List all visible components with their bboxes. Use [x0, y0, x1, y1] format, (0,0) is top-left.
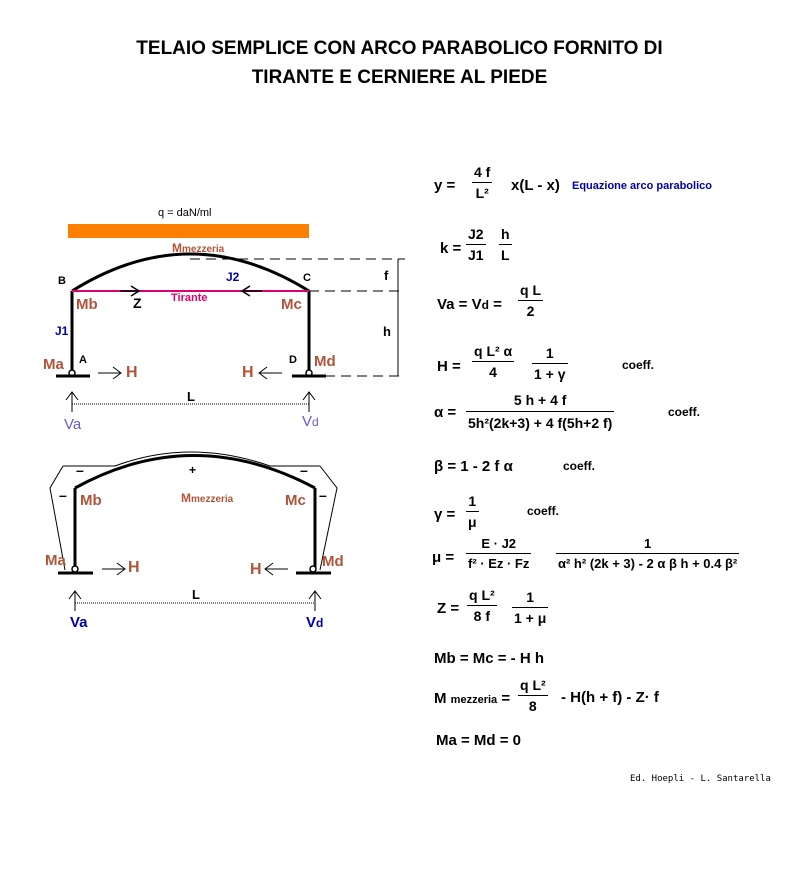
formula-Z-fraction-2: 1 1 + μ [514, 589, 547, 626]
formula-y-tail: x(L - x) [511, 177, 560, 194]
formula-alpha-lhs: α = [434, 404, 457, 421]
formula-H-fraction-1: q L² α 4 [474, 343, 513, 380]
formula-alpha-fraction: 5 h + 4 f 5h²(2k+3) + 4 f(5h+2 f) [468, 392, 613, 431]
formula-V-fraction: q L 2 [520, 282, 541, 319]
L-label: L [187, 389, 195, 404]
Md-label-2: Md [322, 553, 344, 570]
credit-text: Ed. Hoepli - L. Santarella [630, 774, 771, 784]
Vd-label: Vd [302, 413, 319, 430]
node-C-label: C [303, 272, 311, 284]
minus-sign-right-top: – [300, 462, 308, 478]
J2-label: J2 [226, 270, 240, 284]
J1-label: J1 [55, 324, 69, 338]
Mb-label: Mb [76, 296, 98, 313]
formula-Z-lhs: Z = [437, 600, 460, 617]
coeff-label-alpha: coeff. [668, 405, 701, 419]
formula-y-lhs: y = [434, 177, 456, 194]
formula-gamma-fraction: 1 μ [468, 493, 477, 530]
distributed-load-bar [68, 224, 309, 238]
H-right-label: H [242, 364, 254, 381]
node-A-label: A [79, 354, 87, 366]
parabolic-arch [72, 254, 309, 291]
coeff-label-beta: coeff. [563, 459, 596, 473]
Va-label-2: Va [70, 614, 88, 631]
Z-label: Z [133, 295, 142, 311]
H-left-label: H [126, 364, 138, 381]
load-label: q = daN/ml [158, 207, 212, 219]
formula-mu-fraction-2: 1 α² h² (2k + 3) - 2 α β h + 0.4 β² [558, 536, 738, 571]
title-line-2: TIRANTE E CERNIERE AL PIEDE [251, 67, 548, 88]
formula-k-lhs: k = [440, 240, 462, 257]
formula-k-fraction-1: J2 J1 [468, 226, 484, 263]
title-line-1: TELAIO SEMPLICE CON ARCO PARABOLICO FORNITO DI [136, 38, 663, 59]
formula-V-lhs: Va = Vd = [437, 296, 502, 313]
minus-sign-left-top: – [76, 462, 84, 478]
formula-y-fraction: 4 f L² [474, 164, 491, 201]
formula-k-fraction-2: h L [501, 226, 510, 263]
coeff-label-H: coeff. [622, 358, 655, 372]
formula-beta: β = 1 - 2 f α [434, 458, 513, 475]
formula-y-note: Equazione arco parabolico [572, 180, 712, 192]
formula-Mm-tail: - H(h + f) - Z· f [561, 689, 659, 706]
mid-moment-label-2: Mmezzeria [181, 491, 234, 505]
H-right-label-2: H [250, 561, 262, 578]
f-label: f [384, 268, 389, 283]
mid-moment-label: Mmezzeria [172, 241, 225, 255]
Mc-label: Mc [281, 296, 302, 313]
node-D-label: D [289, 354, 297, 366]
Ma-label-2: Ma [45, 552, 66, 569]
formula-H-fraction-2: 1 1 + γ [534, 345, 566, 382]
plus-sign: + [189, 463, 197, 477]
minus-sign-right-col: – [319, 487, 327, 503]
formula-mu-lhs: μ = [432, 549, 455, 566]
formula-mu-fraction-1: E · J2 f² · Ez · Fz [468, 536, 530, 571]
formula-Mm-lhs: M mezzeria = [434, 690, 511, 707]
formula-Mm-fraction: q L² 8 [520, 677, 546, 714]
Ma-label: Ma [43, 356, 64, 373]
minus-sign-left-col: – [59, 487, 67, 503]
coeff-label-gamma: coeff. [527, 504, 560, 518]
Md-label: Md [314, 353, 336, 370]
Va-label: Va [64, 416, 82, 433]
node-B-label: B [58, 275, 66, 287]
L-label-2: L [192, 587, 200, 602]
tie-label: Tirante [171, 292, 208, 304]
formula-Ma-Md: Ma = Md = 0 [436, 732, 522, 749]
h-label: h [383, 324, 391, 339]
formula-Mb-Mc: Mb = Mc = - H h [434, 650, 545, 667]
formula-gamma-lhs: γ = [434, 506, 456, 523]
Mb-label-2: Mb [80, 492, 102, 509]
Vd-label-2: Vd [306, 614, 324, 631]
formula-Z-fraction-1: q L² 8 f [469, 587, 495, 624]
H-left-label-2: H [128, 559, 140, 576]
formula-H-lhs: H = [437, 358, 461, 375]
Mc-label-2: Mc [285, 492, 306, 509]
